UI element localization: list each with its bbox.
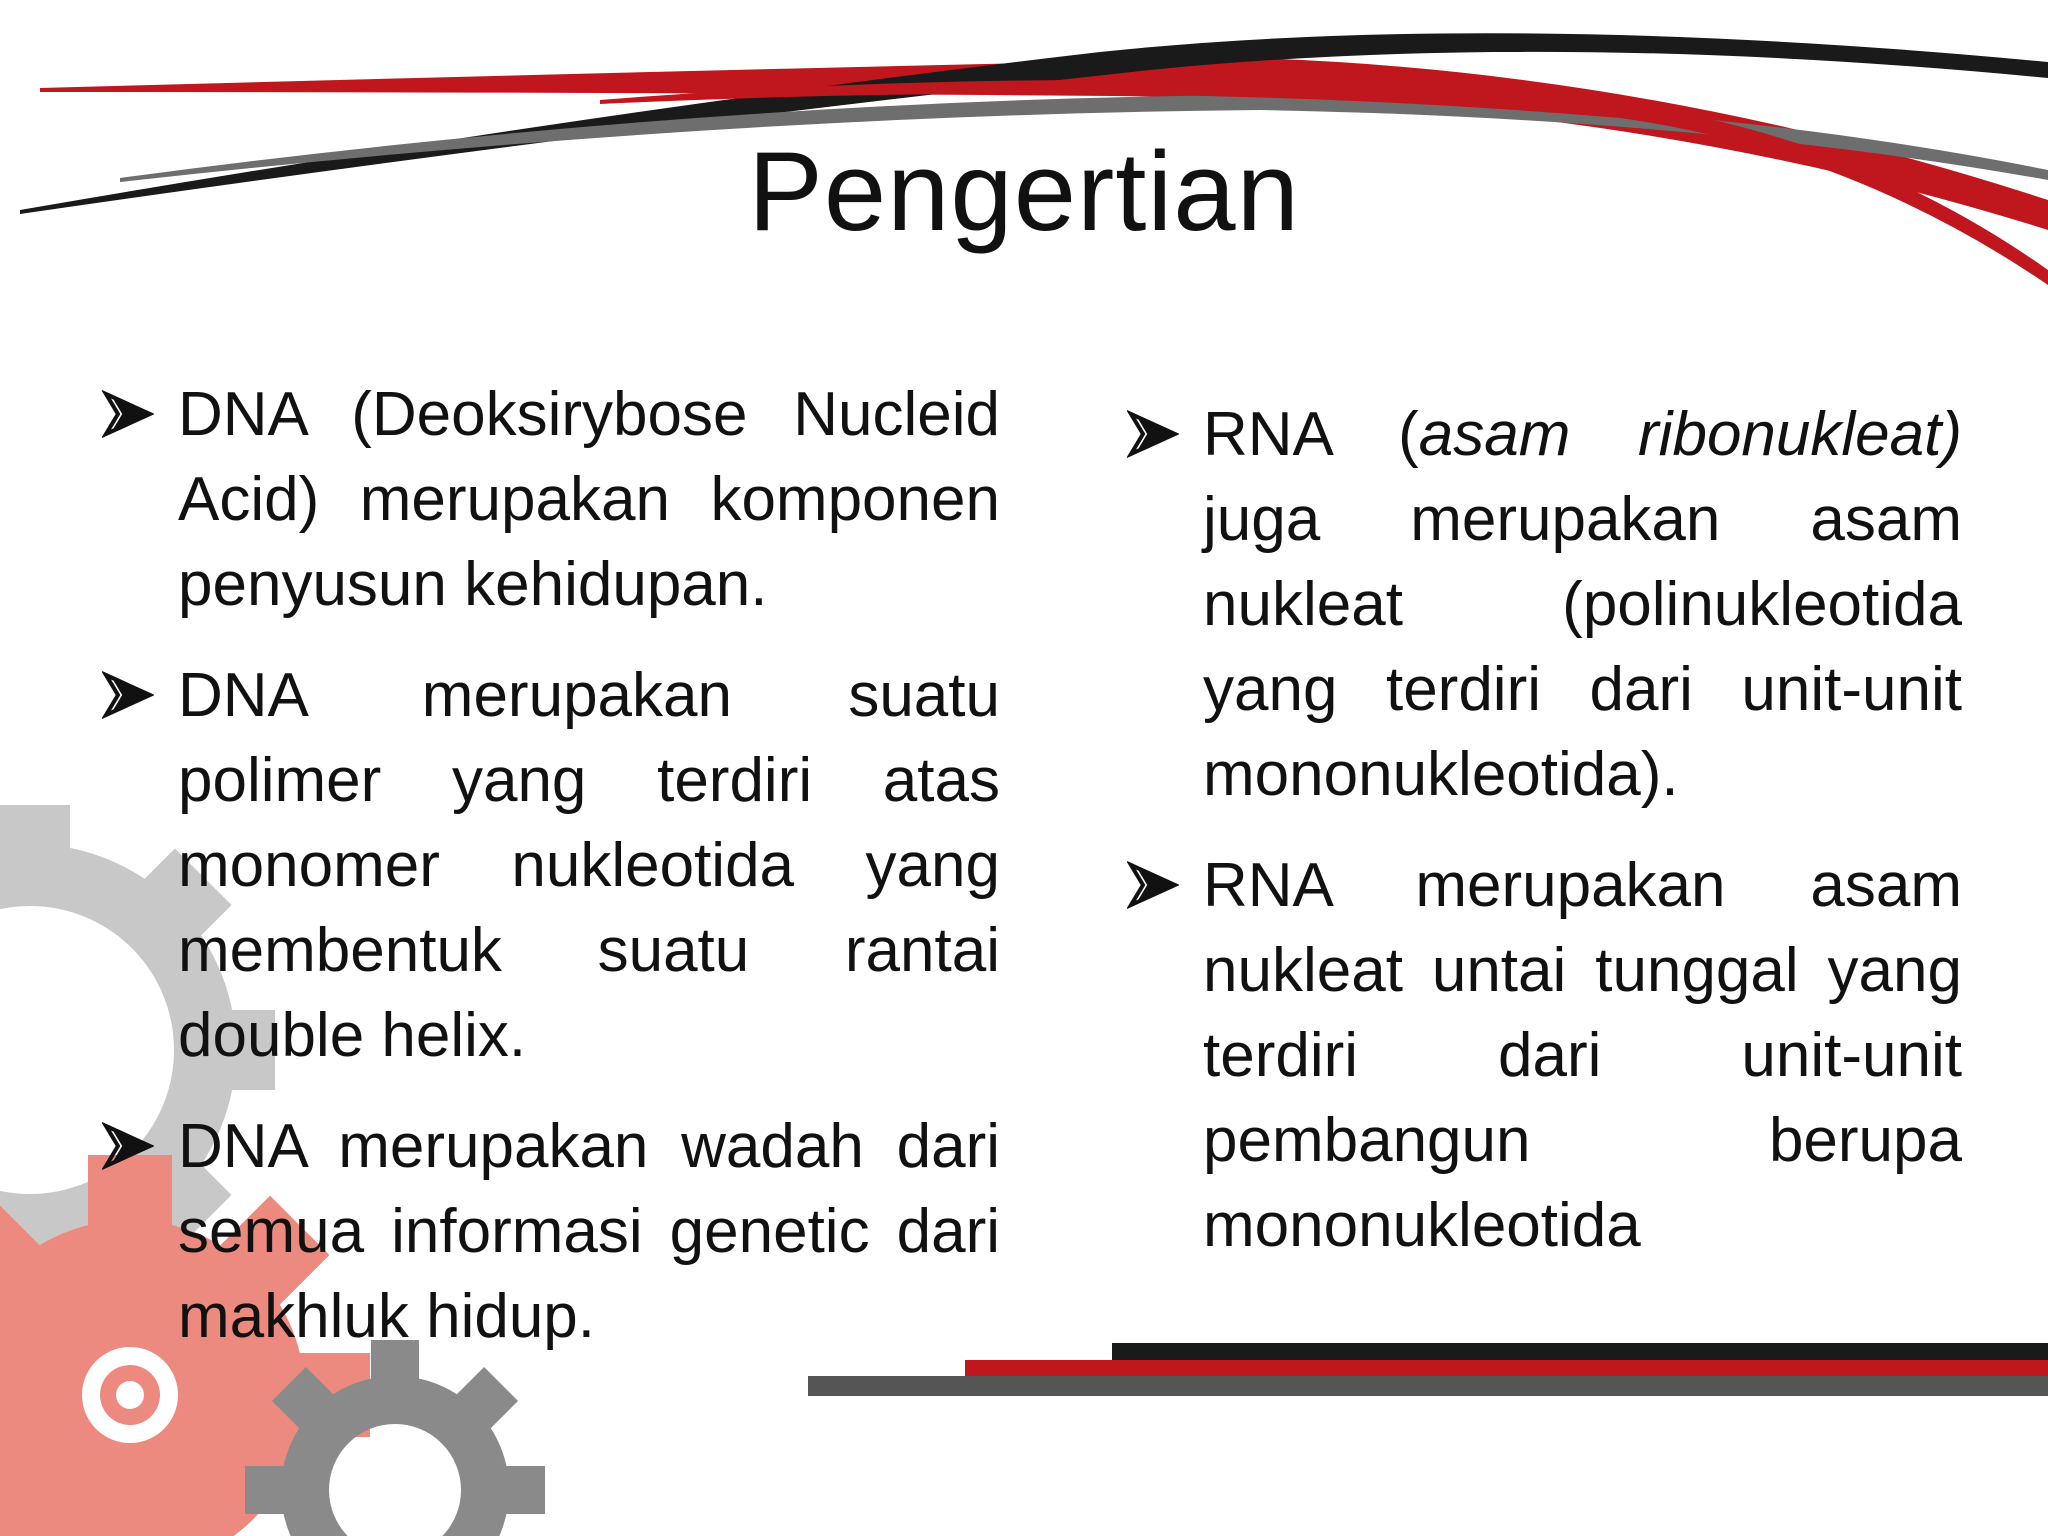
bullet-text: RNA merupakan asam nukleat untai tunggal yang terdiri dari unit-unit pembangun berupa mononukleotida <box>1203 851 1962 1260</box>
arrowhead-bullet-icon <box>1127 408 1179 460</box>
list-item <box>100 1104 1000 1359</box>
list-item <box>1125 843 1962 1268</box>
arrowhead-bullet-icon <box>102 1120 154 1172</box>
right-column <box>1125 392 1962 1294</box>
arrowhead-bullet-icon <box>102 669 154 721</box>
bottom-bar-red <box>965 1360 2048 1376</box>
bullet-text: DNA merupakan wadah dari semua informasi genetic dari makhluk hidup. <box>178 1112 1000 1351</box>
list-item <box>100 372 1000 627</box>
bottom-bar-dark <box>1112 1343 2048 1360</box>
list-item <box>100 653 1000 1078</box>
bullet-text: DNA merupakan suatu polimer yang terdiri atas monomer nukleotida yang membentuk suatu rantai double helix. <box>178 661 1000 1070</box>
arrowhead-bullet-icon <box>102 388 154 440</box>
bullet-text-italic: asam ribonukleat) <box>1418 400 1962 469</box>
list-item <box>1125 392 1962 817</box>
bullet-text-rest: juga merupakan asam nukleat (polinukleotida yang terdiri dari unit-unit mononukleotida). <box>1203 485 1962 809</box>
slide-title: Pengertian <box>748 129 1300 254</box>
bullet-text <box>1203 392 1962 817</box>
bullet-text: DNA (Deoksirybose Nucleid Acid) merupakan komponen penyusun kehidupan. <box>178 380 1000 619</box>
arrowhead-bullet-icon <box>1127 859 1179 911</box>
left-column <box>100 372 1000 1385</box>
bullet-text-prefix: RNA ( <box>1203 400 1419 469</box>
